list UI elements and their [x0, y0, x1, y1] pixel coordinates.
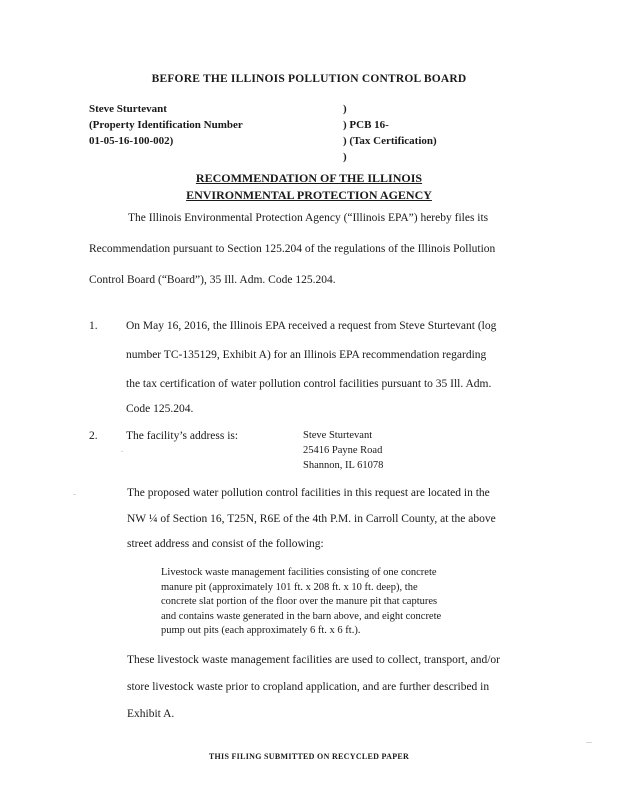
document-title [0, 170, 618, 204]
quote-line: manure pit (approximately 101 ft. x 208 ft. x 10 ft. deep), the [161, 581, 418, 593]
item-number: 2. [89, 430, 98, 442]
intro-line: Recommendation pursuant to Section 125.204 of the regulations of the Illinois Pollution [89, 243, 496, 255]
item1-line: the tax certification of water pollution control facilities pursuant to 35 Ill. Adm. [126, 378, 492, 390]
address-line: Steve Sturtevant [303, 430, 373, 441]
caption-case-line: ) PCB 16- [343, 119, 389, 131]
closing-line: store livestock waste prior to cropland application, and are further described in [127, 681, 490, 693]
location-line: The proposed water pollution control facilities in this request are located in the [127, 487, 490, 499]
item1-line: On May 16, 2016, the Illinois EPA received a request from Steve Sturtevant (log [126, 320, 497, 332]
address-line: 25416 Payne Road [303, 445, 383, 456]
quote-line: Livestock waste management facilities consisting of one concrete [161, 567, 437, 578]
document-title-line: ENVIRONMENTAL PROTECTION AGENCY [186, 188, 432, 202]
scan-speck [73, 494, 76, 495]
closing-line: These livestock waste management facilities are used to collect, transport, and/or [127, 654, 500, 666]
item1-line: number TC-135129, Exhibit A) for an Illinois EPA recommendation regarding [126, 349, 487, 361]
intro-line: The Illinois Environmental Protection Agency (“Illinois EPA”) hereby files its [128, 212, 489, 224]
quote-line: and contains waste generated in the barn above, and eight concrete [161, 610, 442, 622]
caption-case [343, 101, 437, 165]
board-title: BEFORE THE ILLINOIS POLLUTION CONTROL BOARD [151, 73, 467, 85]
facility-address [303, 428, 383, 473]
scan-speck [121, 451, 123, 452]
closing-line: Exhibit A. [127, 708, 175, 720]
item-number: 1. [89, 320, 98, 332]
scan-speck [586, 742, 592, 743]
caption-party-line: (Property Identification Number [89, 119, 243, 131]
caption-case-line: ) (Tax Certification) [343, 135, 437, 147]
caption-case-line: ) [343, 151, 347, 163]
caption-party [89, 101, 243, 149]
intro-line: Control Board (“Board”), 35 Ill. Adm. Code 125.204. [89, 274, 336, 286]
item1-line: Code 125.204. [126, 403, 194, 415]
location-line: NW ¼ of Section 16, T25N, R6E of the 4th P.M. in Carroll County, at the above [127, 513, 496, 525]
location-line: street address and consist of the following: [127, 538, 324, 550]
facility-description-quote [161, 566, 441, 639]
quote-line: concrete slat portion of the floor over the manure pit that captures [161, 596, 438, 607]
recycled-paper-footer: THIS FILING SUBMITTED ON RECYCLED PAPER [208, 752, 410, 761]
caption-party-line: Steve Sturtevant [89, 103, 167, 115]
document-title-line: RECOMMENDATION OF THE ILLINOIS [195, 171, 423, 185]
address-line: Shannon, IL 61078 [303, 460, 384, 471]
facility-address-label: The facility’s address is: [126, 430, 239, 442]
caption-case-line: ) [343, 103, 347, 115]
caption-party-line: 01-05-16-100-002) [89, 135, 174, 147]
quote-line: pump out pits (each approximately 6 ft. x 6 ft.). [161, 625, 361, 636]
